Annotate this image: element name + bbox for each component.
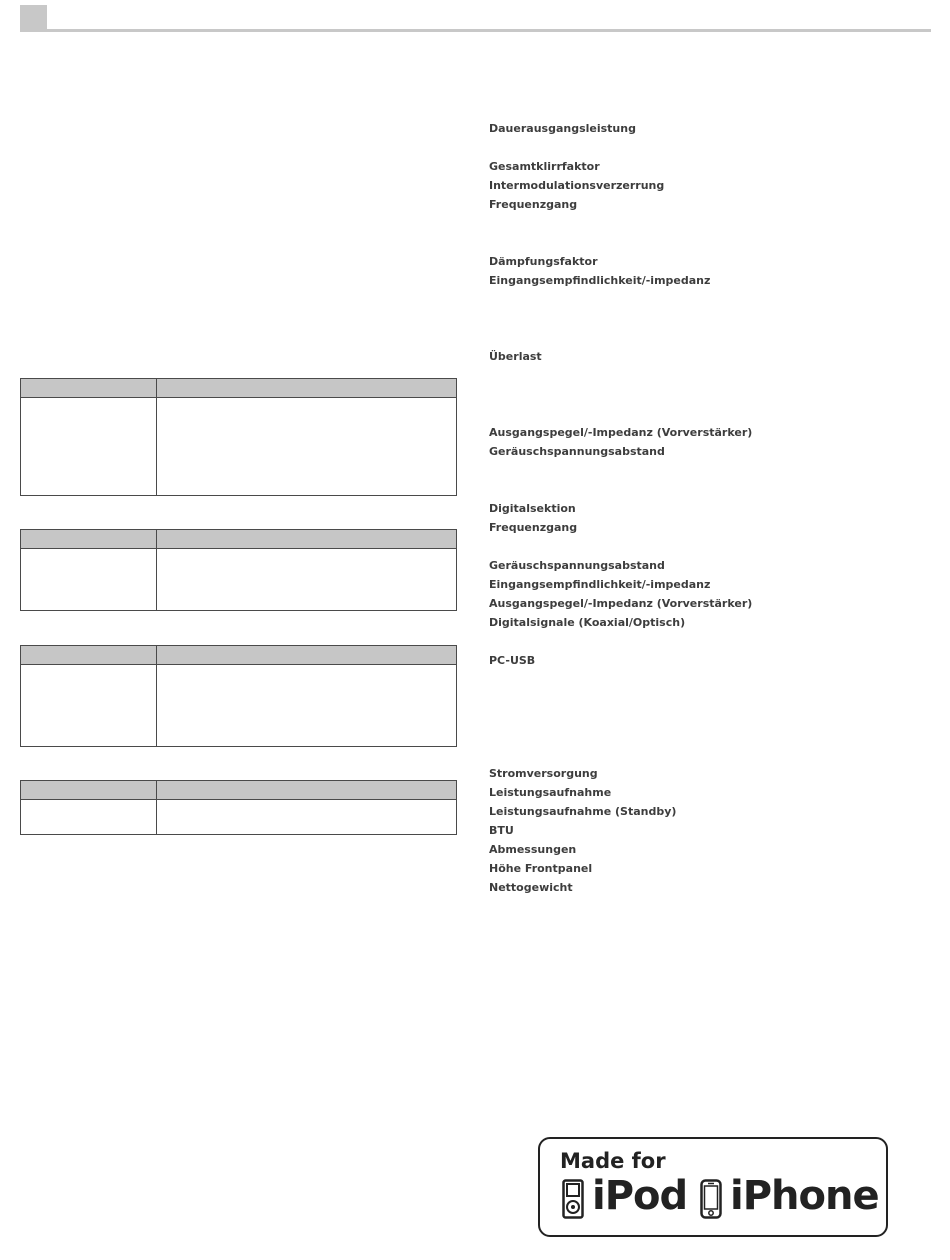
table-header xyxy=(21,781,456,800)
spec-label: Leistungsaufnahme (Standby) xyxy=(489,805,677,818)
column-divider xyxy=(156,665,157,746)
spec-label: Stromversorgung xyxy=(489,767,598,780)
spec-label: Digitalsektion xyxy=(489,502,576,515)
spec-label: BTU xyxy=(489,824,514,837)
spec-label: Eingangsempfindlichkeit/-impedanz xyxy=(489,578,711,591)
badge-iphone-text: iPhone xyxy=(730,1173,879,1219)
column-divider xyxy=(156,398,157,495)
spec-label: Höhe Frontpanel xyxy=(489,862,593,875)
spec-label: Ausgangspegel/-Impedanz (Vorverstärker) xyxy=(489,597,753,610)
badge-ipod-text: iPod xyxy=(592,1173,688,1219)
spec-table-1 xyxy=(20,378,457,496)
table-header xyxy=(21,530,456,549)
column-divider xyxy=(156,530,157,548)
table-header xyxy=(21,646,456,665)
made-for-ipod-iphone-badge xyxy=(538,1137,888,1237)
spec-label: Geräuschspannungsabstand xyxy=(489,559,665,572)
spec-label: Frequenzgang xyxy=(489,521,578,534)
spec-table-3 xyxy=(20,645,457,747)
column-divider xyxy=(156,646,157,664)
badge-made-for: Made for xyxy=(560,1149,666,1173)
table-body xyxy=(21,398,456,495)
spec-table-2 xyxy=(20,529,457,611)
column-divider xyxy=(156,549,157,610)
spec-label: Ausgangspegel/-Impedanz (Vorverstärker) xyxy=(489,426,753,439)
spec-label: Nettogewicht xyxy=(489,881,573,894)
spec-label: Gesamtklirrfaktor xyxy=(489,160,600,173)
table-body xyxy=(21,665,456,746)
spec-label: Leistungsaufnahme xyxy=(489,786,612,799)
header-rule xyxy=(47,29,931,32)
spec-table-4 xyxy=(20,780,457,835)
table-body xyxy=(21,549,456,610)
table-body xyxy=(21,800,456,834)
table-header xyxy=(21,379,456,398)
spec-label: Dauerausgangsleistung xyxy=(489,122,636,135)
spec-label: PC-USB xyxy=(489,654,536,667)
header-tab-box xyxy=(20,5,47,32)
spec-label: Eingangsempfindlichkeit/-impedanz xyxy=(489,274,711,287)
iphone-icon xyxy=(700,1179,722,1219)
ipod-icon xyxy=(562,1179,584,1219)
column-divider xyxy=(156,781,157,799)
column-divider xyxy=(156,379,157,397)
spec-label: Überlast xyxy=(489,350,542,363)
spec-label: Abmessungen xyxy=(489,843,577,856)
spec-label: Intermodulationsverzerrung xyxy=(489,179,665,192)
spec-label: Digitalsignale (Koaxial/Optisch) xyxy=(489,616,686,629)
spec-label: Geräuschspannungsabstand xyxy=(489,445,665,458)
spec-label: Dämpfungsfaktor xyxy=(489,255,598,268)
column-divider xyxy=(156,800,157,834)
spec-label: Frequenzgang xyxy=(489,198,578,211)
